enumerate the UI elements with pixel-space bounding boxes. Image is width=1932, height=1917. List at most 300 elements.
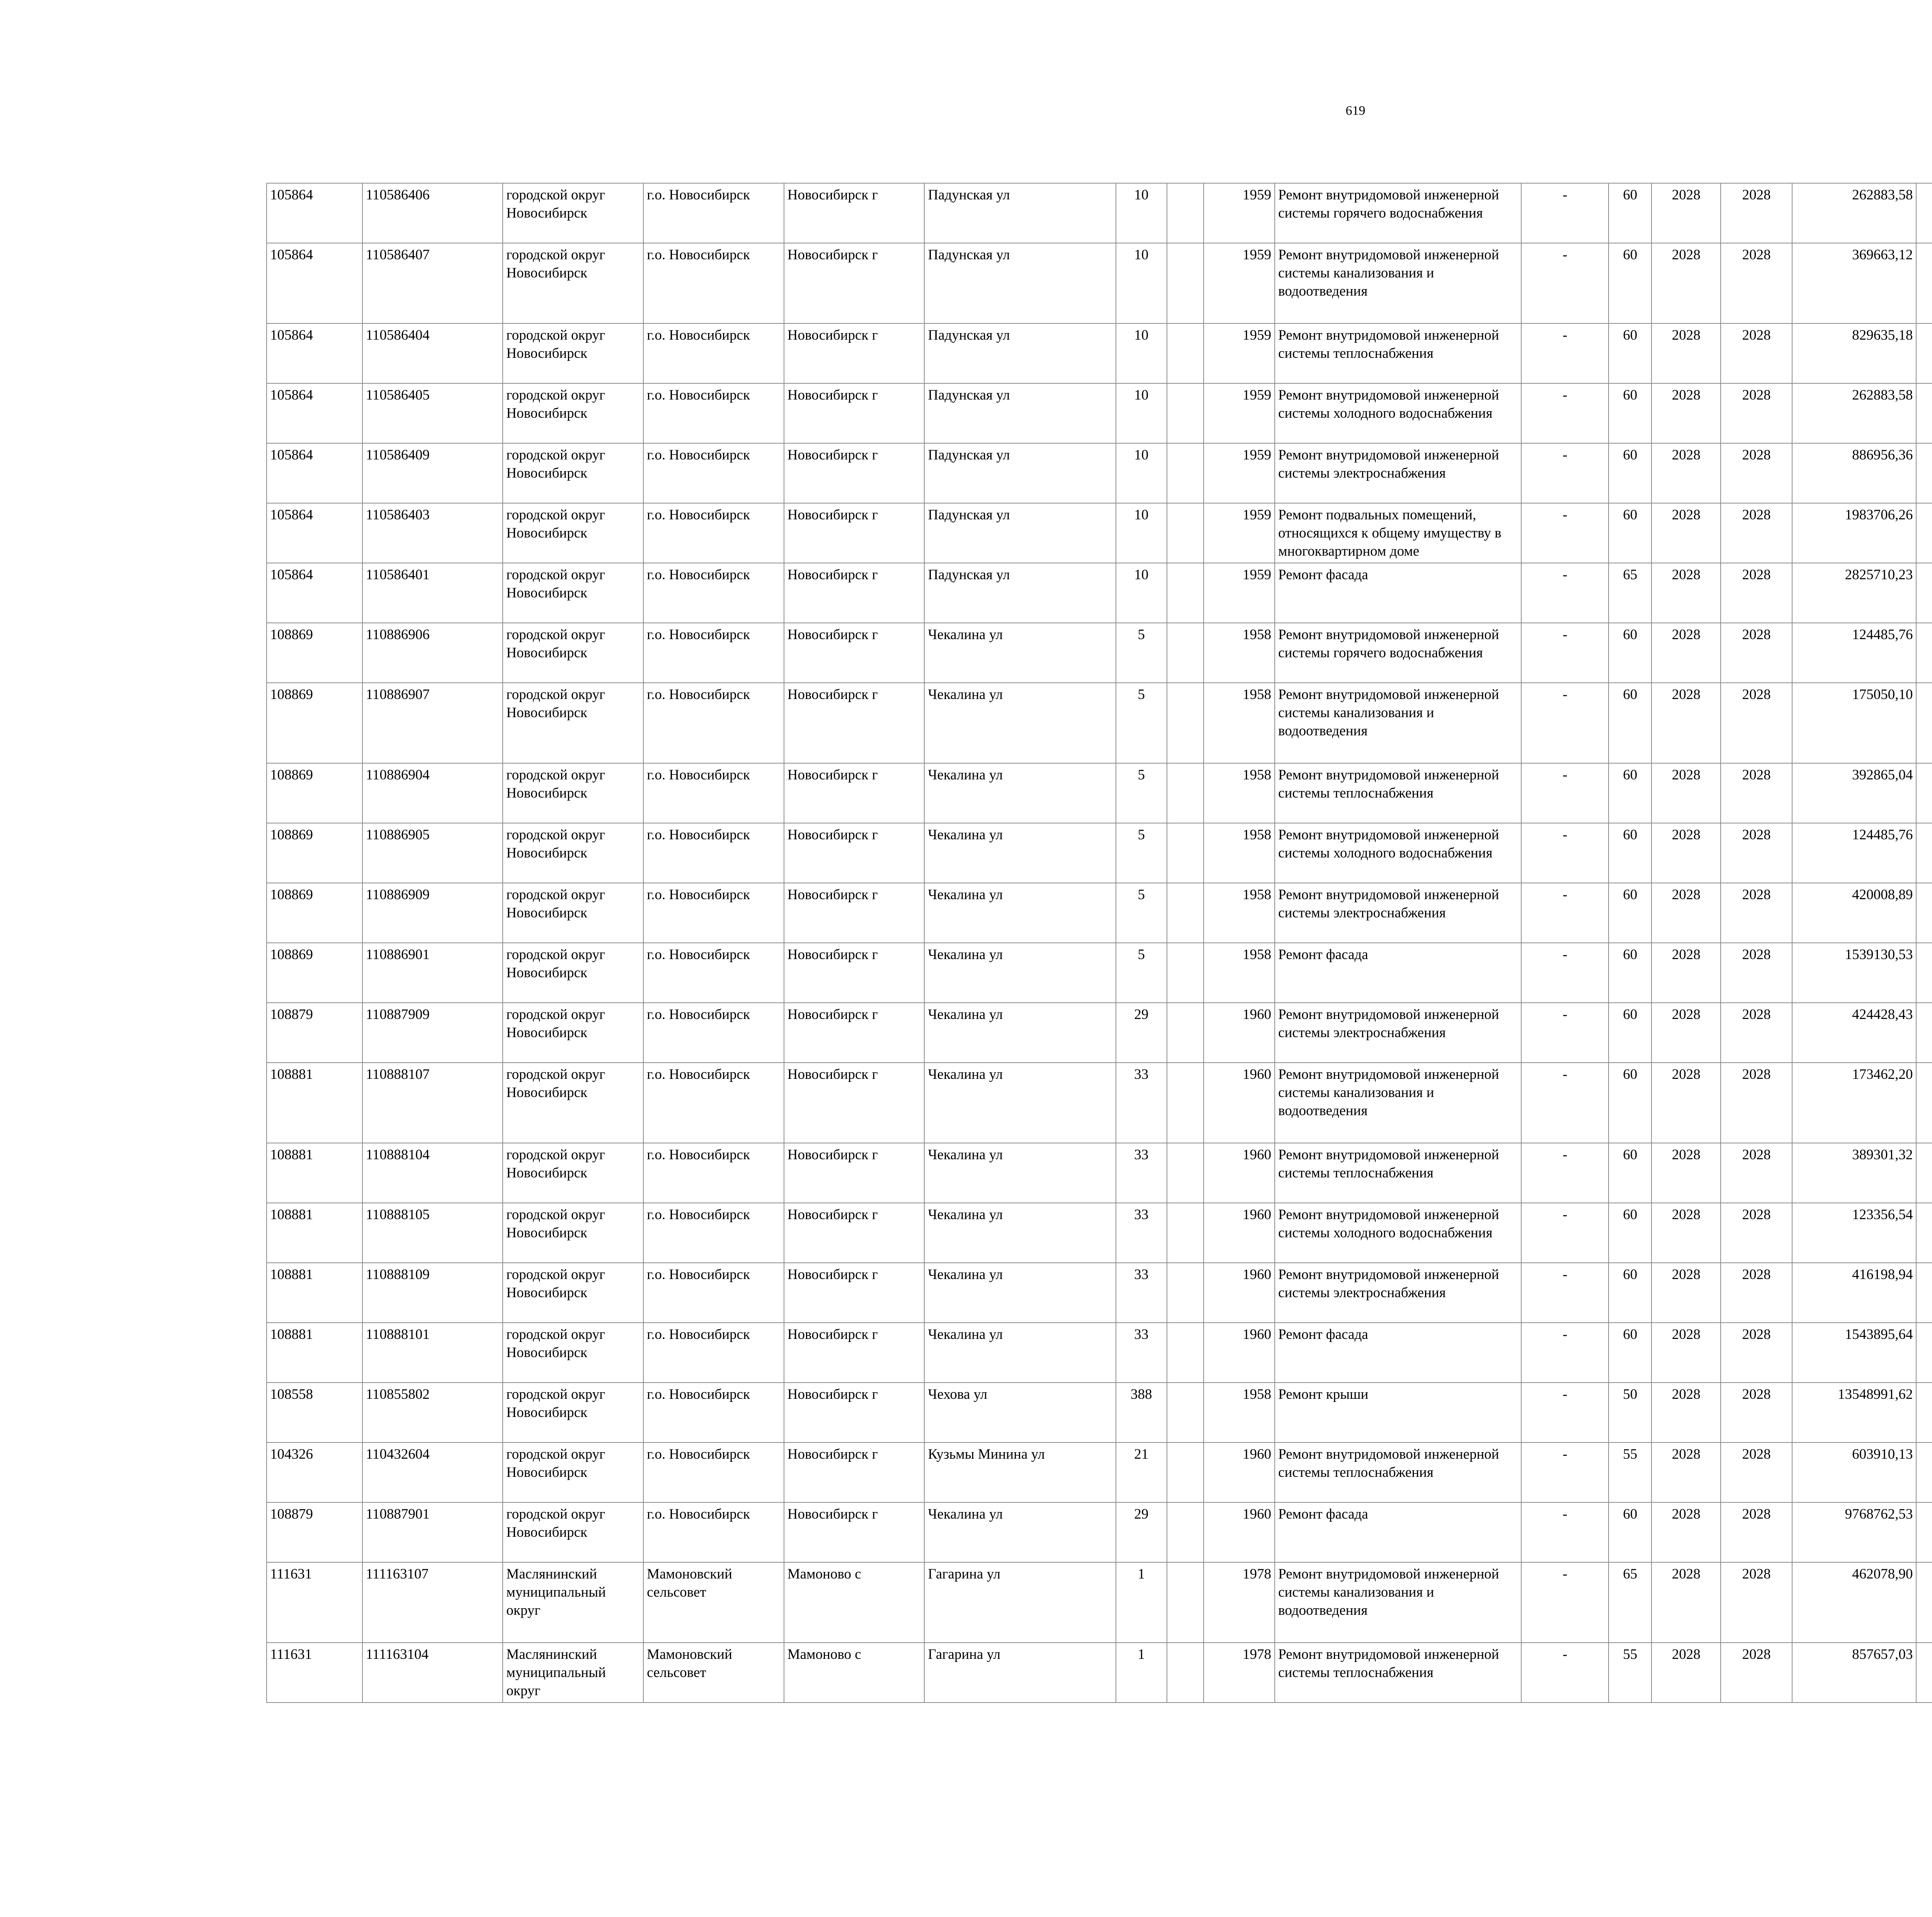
table-row [267,383,1932,443]
wear-percent-cell: 55 [1609,1442,1651,1502]
row-id-cell: 108869 [267,883,362,943]
row-id-cell: 105864 [267,503,362,563]
locality-cell: Новосибирск г [784,1263,925,1323]
plan-year-to-cell: 2028 [1721,1003,1792,1063]
building-number-cell [1167,563,1204,623]
wear-percent-cell: 60 [1609,183,1651,243]
municipality-cell: городской округ Новосибирск [503,763,643,823]
plan-year-from-cell: 2028 [1651,763,1721,823]
locality-cell: Новосибирск г [784,1003,925,1063]
total-cost-cell [1916,1643,1932,1703]
table-row [267,183,1932,243]
object-code-cell: 110855802 [362,1383,503,1442]
dash-cell-cell: - [1521,1383,1609,1442]
build-year-cell: 1958 [1204,683,1275,763]
total-cost-cell [1916,823,1932,883]
table-row [267,323,1932,383]
work-cost-cell: 173462,20 [1792,1063,1917,1143]
settlement-cell: г.о. Новосибирск [643,763,784,823]
work-cost-cell: 124485,76 [1792,823,1917,883]
work-cost-cell: 124485,76 [1792,623,1917,683]
work-type-cell: Ремонт внутридомовой инженерной системы канализования и водоотведения [1275,1063,1521,1143]
table-row [267,883,1932,943]
plan-year-from-cell: 2028 [1651,883,1721,943]
dash-cell-cell: - [1521,1143,1609,1203]
settlement-cell: г.о. Новосибирск [643,623,784,683]
street-cell: Чекалина ул [924,883,1116,943]
building-number-cell [1167,763,1204,823]
settlement-cell: г.о. Новосибирск [643,183,784,243]
table-row [267,1263,1932,1323]
plan-year-to-cell: 2028 [1721,1203,1792,1263]
plan-year-to-cell: 2028 [1721,1143,1792,1203]
locality-cell: Новосибирск г [784,183,925,243]
row-id-cell: 108881 [267,1323,362,1383]
locality-cell: Новосибирск г [784,1203,925,1263]
building-number-cell [1167,1502,1204,1562]
wear-percent-cell: 60 [1609,1003,1651,1063]
work-type-cell: Ремонт внутридомовой инженерной системы электроснабжения [1275,1003,1521,1063]
house-number-cell: 10 [1116,563,1167,623]
wear-percent-cell: 60 [1609,1203,1651,1263]
house-number-cell: 29 [1116,1003,1167,1063]
work-cost-cell: 424428,43 [1792,1003,1917,1063]
dash-cell-cell: - [1521,1323,1609,1383]
work-cost-cell: 462078,90 [1792,1562,1917,1643]
building-number-cell [1167,623,1204,683]
building-number-cell [1167,1003,1204,1063]
building-number-cell [1167,1442,1204,1502]
plan-year-from-cell: 2028 [1651,563,1721,623]
total-cost-cell [1916,503,1932,563]
work-cost-cell: 1983706,26 [1792,503,1917,563]
building-number-cell [1167,683,1204,763]
build-year-cell: 1960 [1204,1143,1275,1203]
settlement-cell: г.о. Новосибирск [643,443,784,503]
plan-year-from-cell: 2028 [1651,503,1721,563]
dash-cell-cell: - [1521,823,1609,883]
building-number-cell [1167,1383,1204,1442]
table-row [267,503,1932,563]
total-cost-cell [1916,1143,1932,1203]
locality-cell: Новосибирск г [784,1143,925,1203]
build-year-cell: 1958 [1204,763,1275,823]
page-number: 619 [1345,104,1366,118]
work-cost-cell: 123356,54 [1792,1203,1917,1263]
building-number-cell [1167,243,1204,323]
total-cost-cell [1916,1003,1932,1063]
dash-cell-cell: - [1521,243,1609,323]
object-code-cell: 110586405 [362,383,503,443]
row-id-cell: 108881 [267,1203,362,1263]
wear-percent-cell: 50 [1609,1383,1651,1442]
build-year-cell: 1960 [1204,1063,1275,1143]
building-number-cell [1167,1143,1204,1203]
plan-year-to-cell: 2028 [1721,1323,1792,1383]
settlement-cell: г.о. Новосибирск [643,1003,784,1063]
work-type-cell: Ремонт внутридомовой инженерной системы горячего водоснабжения [1275,183,1521,243]
house-number-cell: 10 [1116,443,1167,503]
total-cost-cell [1916,443,1932,503]
settlement-cell: г.о. Новосибирск [643,243,784,323]
house-number-cell: 5 [1116,763,1167,823]
table-row [267,1442,1932,1502]
wear-percent-cell: 60 [1609,623,1651,683]
municipality-cell: городской округ Новосибирск [503,243,643,323]
total-cost-cell [1916,1502,1932,1562]
table-row [267,943,1932,1003]
settlement-cell: г.о. Новосибирск [643,323,784,383]
total-cost-cell [1916,1383,1932,1442]
settlement-cell: г.о. Новосибирск [643,1143,784,1203]
house-number-cell: 33 [1116,1143,1167,1203]
plan-year-to-cell: 2028 [1721,243,1792,323]
street-cell: Падунская ул [924,443,1116,503]
wear-percent-cell: 60 [1609,823,1651,883]
dash-cell-cell: - [1521,943,1609,1003]
wear-percent-cell: 60 [1609,763,1651,823]
building-number-cell [1167,943,1204,1003]
locality-cell: Новосибирск г [784,503,925,563]
house-number-cell: 21 [1116,1442,1167,1502]
table-row [267,683,1932,763]
locality-cell: Мамоново с [784,1643,925,1703]
wear-percent-cell: 60 [1609,1263,1651,1323]
plan-year-from-cell: 2028 [1651,683,1721,763]
work-cost-cell: 2825710,23 [1792,563,1917,623]
house-number-cell: 5 [1116,883,1167,943]
row-id-cell: 108869 [267,623,362,683]
work-type-cell: Ремонт внутридомовой инженерной системы теплоснабжения [1275,1442,1521,1502]
settlement-cell: г.о. Новосибирск [643,683,784,763]
locality-cell: Новосибирск г [784,943,925,1003]
street-cell: Падунская ул [924,183,1116,243]
wear-percent-cell: 60 [1609,1502,1651,1562]
settlement-cell: Мамоновский сельсовет [643,1643,784,1703]
wear-percent-cell: 60 [1609,243,1651,323]
build-year-cell: 1958 [1204,823,1275,883]
object-code-cell: 110887909 [362,1003,503,1063]
municipality-cell: городской округ Новосибирск [503,383,643,443]
plan-year-from-cell: 2028 [1651,1263,1721,1323]
settlement-cell: г.о. Новосибирск [643,1203,784,1263]
plan-year-to-cell: 2028 [1721,1643,1792,1703]
plan-year-from-cell: 2028 [1651,1323,1721,1383]
work-type-cell: Ремонт внутридомовой инженерной системы канализования и водоотведения [1275,1562,1521,1643]
street-cell: Чекалина ул [924,683,1116,763]
plan-year-from-cell: 2028 [1651,823,1721,883]
dash-cell-cell: - [1521,1263,1609,1323]
wear-percent-cell: 60 [1609,383,1651,443]
build-year-cell: 1959 [1204,443,1275,503]
plan-year-to-cell: 2028 [1721,763,1792,823]
settlement-cell: г.о. Новосибирск [643,823,784,883]
settlement-cell: г.о. Новосибирск [643,1502,784,1562]
work-type-cell: Ремонт внутридомовой инженерной системы теплоснабжения [1275,1143,1521,1203]
dash-cell-cell: - [1521,323,1609,383]
row-id-cell: 111631 [267,1562,362,1643]
dash-cell-cell: - [1521,623,1609,683]
plan-year-from-cell: 2028 [1651,323,1721,383]
street-cell: Чекалина ул [924,1203,1116,1263]
work-type-cell: Ремонт внутридомовой инженерной системы канализования и водоотведения [1275,683,1521,763]
dash-cell-cell: - [1521,1442,1609,1502]
municipality-cell: городской округ Новосибирск [503,1063,643,1143]
row-id-cell: 108879 [267,1003,362,1063]
row-id-cell: 108869 [267,943,362,1003]
work-cost-cell: 13548991,62 [1792,1383,1917,1442]
total-cost-cell [1916,1323,1932,1383]
municipality-cell: городской округ Новосибирск [503,563,643,623]
locality-cell: Новосибирск г [784,883,925,943]
dash-cell-cell: - [1521,883,1609,943]
street-cell: Падунская ул [924,563,1116,623]
build-year-cell: 1978 [1204,1562,1275,1643]
house-number-cell: 33 [1116,1263,1167,1323]
street-cell: Падунская ул [924,383,1116,443]
plan-year-to-cell: 2028 [1721,683,1792,763]
street-cell: Чекалина ул [924,1263,1116,1323]
house-number-cell: 29 [1116,1502,1167,1562]
dash-cell-cell: - [1521,1203,1609,1263]
plan-year-to-cell: 2028 [1721,383,1792,443]
settlement-cell: г.о. Новосибирск [643,1383,784,1442]
wear-percent-cell: 60 [1609,1063,1651,1143]
plan-year-from-cell: 2028 [1651,1003,1721,1063]
work-cost-cell: 1539130,53 [1792,943,1917,1003]
building-number-cell [1167,503,1204,563]
total-cost-cell [1916,1263,1932,1323]
capital-repair-table [266,183,1932,1703]
street-cell: Падунская ул [924,243,1116,323]
work-type-cell: Ремонт внутридомовой инженерной системы холодного водоснабжения [1275,823,1521,883]
house-number-cell: 10 [1116,323,1167,383]
plan-year-from-cell: 2028 [1651,1502,1721,1562]
municipality-cell: городской округ Новосибирск [503,1143,643,1203]
plan-year-to-cell: 2028 [1721,1502,1792,1562]
table-row [267,1003,1932,1063]
object-code-cell: 110586401 [362,563,503,623]
build-year-cell: 1960 [1204,1003,1275,1063]
locality-cell: Новосибирск г [784,1502,925,1562]
house-number-cell: 33 [1116,1323,1167,1383]
wear-percent-cell: 60 [1609,443,1651,503]
work-type-cell: Ремонт фасада [1275,1323,1521,1383]
build-year-cell: 1959 [1204,563,1275,623]
house-number-cell: 33 [1116,1203,1167,1263]
plan-year-to-cell: 2028 [1721,563,1792,623]
locality-cell: Новосибирск г [784,623,925,683]
municipality-cell: городской округ Новосибирск [503,943,643,1003]
locality-cell: Новосибирск г [784,563,925,623]
work-cost-cell: 416198,94 [1792,1263,1917,1323]
plan-year-to-cell: 2028 [1721,503,1792,563]
building-number-cell [1167,323,1204,383]
dash-cell-cell: - [1521,563,1609,623]
dash-cell-cell: - [1521,1562,1609,1643]
plan-year-to-cell: 2028 [1721,183,1792,243]
municipality-cell: городской округ Новосибирск [503,443,643,503]
building-number-cell [1167,1643,1204,1703]
settlement-cell: г.о. Новосибирск [643,1442,784,1502]
dash-cell-cell: - [1521,763,1609,823]
plan-year-to-cell: 2028 [1721,1562,1792,1643]
object-code-cell: 110586403 [362,503,503,563]
plan-year-from-cell: 2028 [1651,1643,1721,1703]
total-cost-cell [1916,563,1932,623]
row-id-cell: 108869 [267,823,362,883]
building-number-cell [1167,383,1204,443]
house-number-cell: 5 [1116,683,1167,763]
row-id-cell: 111631 [267,1643,362,1703]
wear-percent-cell: 60 [1609,1323,1651,1383]
house-number-cell: 5 [1116,943,1167,1003]
house-number-cell: 1 [1116,1643,1167,1703]
work-cost-cell: 857657,03 [1792,1643,1917,1703]
locality-cell: Новосибирск г [784,1063,925,1143]
house-number-cell: 388 [1116,1383,1167,1442]
build-year-cell: 1958 [1204,883,1275,943]
object-code-cell: 110886901 [362,943,503,1003]
plan-year-to-cell: 2028 [1721,1063,1792,1143]
settlement-cell: г.о. Новосибирск [643,383,784,443]
municipality-cell: Маслянинский муниципальный округ [503,1562,643,1643]
object-code-cell: 110888105 [362,1203,503,1263]
locality-cell: Новосибирск г [784,823,925,883]
settlement-cell: г.о. Новосибирск [643,883,784,943]
wear-percent-cell: 60 [1609,943,1651,1003]
municipality-cell: городской округ Новосибирск [503,323,643,383]
build-year-cell: 1958 [1204,943,1275,1003]
settlement-cell: г.о. Новосибирск [643,1263,784,1323]
total-cost-cell [1916,1203,1932,1263]
plan-year-to-cell: 2028 [1721,1263,1792,1323]
settlement-cell: Мамоновский сельсовет [643,1562,784,1643]
work-type-cell: Ремонт внутридомовой инженерной системы электроснабжения [1275,1263,1521,1323]
object-code-cell: 110586406 [362,183,503,243]
municipality-cell: Маслянинский муниципальный округ [503,1643,643,1703]
house-number-cell: 10 [1116,183,1167,243]
municipality-cell: городской округ Новосибирск [503,883,643,943]
table-row [267,1383,1932,1442]
municipality-cell: городской округ Новосибирск [503,1442,643,1502]
street-cell: Падунская ул [924,503,1116,563]
table-row [267,623,1932,683]
work-type-cell: Ремонт крыши [1275,1383,1521,1442]
work-cost-cell: 9768762,53 [1792,1502,1917,1562]
street-cell: Чекалина ул [924,943,1116,1003]
dash-cell-cell: - [1521,1003,1609,1063]
street-cell: Чекалина ул [924,1323,1116,1383]
locality-cell: Новосибирск г [784,383,925,443]
work-type-cell: Ремонт фасада [1275,943,1521,1003]
house-number-cell: 5 [1116,823,1167,883]
dash-cell-cell: - [1521,1502,1609,1562]
municipality-cell: городской округ Новосибирск [503,1203,643,1263]
build-year-cell: 1960 [1204,1203,1275,1263]
municipality-cell: городской округ Новосибирск [503,1383,643,1442]
table-row [267,563,1932,623]
table-row [267,823,1932,883]
locality-cell: Новосибирск г [784,323,925,383]
plan-year-to-cell: 2028 [1721,823,1792,883]
build-year-cell: 1959 [1204,183,1275,243]
house-number-cell: 10 [1116,503,1167,563]
wear-percent-cell: 60 [1609,323,1651,383]
work-cost-cell: 262883,58 [1792,183,1917,243]
wear-percent-cell: 65 [1609,563,1651,623]
row-id-cell: 108558 [267,1383,362,1442]
building-number-cell [1167,823,1204,883]
dash-cell-cell: - [1521,683,1609,763]
object-code-cell: 110586409 [362,443,503,503]
plan-year-from-cell: 2028 [1651,243,1721,323]
settlement-cell: г.о. Новосибирск [643,943,784,1003]
build-year-cell: 1959 [1204,323,1275,383]
table-row [267,1502,1932,1562]
object-code-cell: 110586407 [362,243,503,323]
total-cost-cell [1916,183,1932,243]
table-row [267,1143,1932,1203]
total-cost-cell [1916,323,1932,383]
work-type-cell: Ремонт внутридомовой инженерной системы теплоснабжения [1275,1643,1521,1703]
work-cost-cell: 392865,04 [1792,763,1917,823]
plan-year-to-cell: 2028 [1721,943,1792,1003]
plan-year-from-cell: 2028 [1651,1063,1721,1143]
municipality-cell: городской округ Новосибирск [503,1323,643,1383]
total-cost-cell [1916,883,1932,943]
work-type-cell: Ремонт фасада [1275,563,1521,623]
build-year-cell: 1960 [1204,1263,1275,1323]
wear-percent-cell: 60 [1609,503,1651,563]
municipality-cell: городской округ Новосибирск [503,1003,643,1063]
locality-cell: Новосибирск г [784,443,925,503]
object-code-cell: 110888107 [362,1063,503,1143]
locality-cell: Мамоново с [784,1562,925,1643]
build-year-cell: 1960 [1204,1502,1275,1562]
build-year-cell: 1959 [1204,243,1275,323]
plan-year-to-cell: 2028 [1721,1442,1792,1502]
plan-year-from-cell: 2028 [1651,623,1721,683]
street-cell: Чекалина ул [924,823,1116,883]
work-type-cell: Ремонт внутридомовой инженерной системы электроснабжения [1275,443,1521,503]
street-cell: Чекалина ул [924,763,1116,823]
locality-cell: Новосибирск г [784,1442,925,1502]
row-id-cell: 105864 [267,443,362,503]
dash-cell-cell: - [1521,1063,1609,1143]
locality-cell: Новосибирск г [784,1383,925,1442]
total-cost-cell [1916,763,1932,823]
work-cost-cell: 420008,89 [1792,883,1917,943]
dash-cell-cell: - [1521,503,1609,563]
locality-cell: Новосибирск г [784,243,925,323]
municipality-cell: городской округ Новосибирск [503,683,643,763]
street-cell: Падунская ул [924,323,1116,383]
object-code-cell: 110888101 [362,1323,503,1383]
object-code-cell: 110887901 [362,1502,503,1562]
plan-year-from-cell: 2028 [1651,1143,1721,1203]
row-id-cell: 105864 [267,183,362,243]
object-code-cell: 110886905 [362,823,503,883]
table-row [267,243,1932,323]
house-number-cell: 10 [1116,243,1167,323]
table-row [267,1323,1932,1383]
row-id-cell: 104326 [267,1442,362,1502]
municipality-cell: городской округ Новосибирск [503,503,643,563]
wear-percent-cell: 60 [1609,683,1651,763]
plan-year-from-cell: 2028 [1651,1383,1721,1442]
wear-percent-cell: 60 [1609,1143,1651,1203]
